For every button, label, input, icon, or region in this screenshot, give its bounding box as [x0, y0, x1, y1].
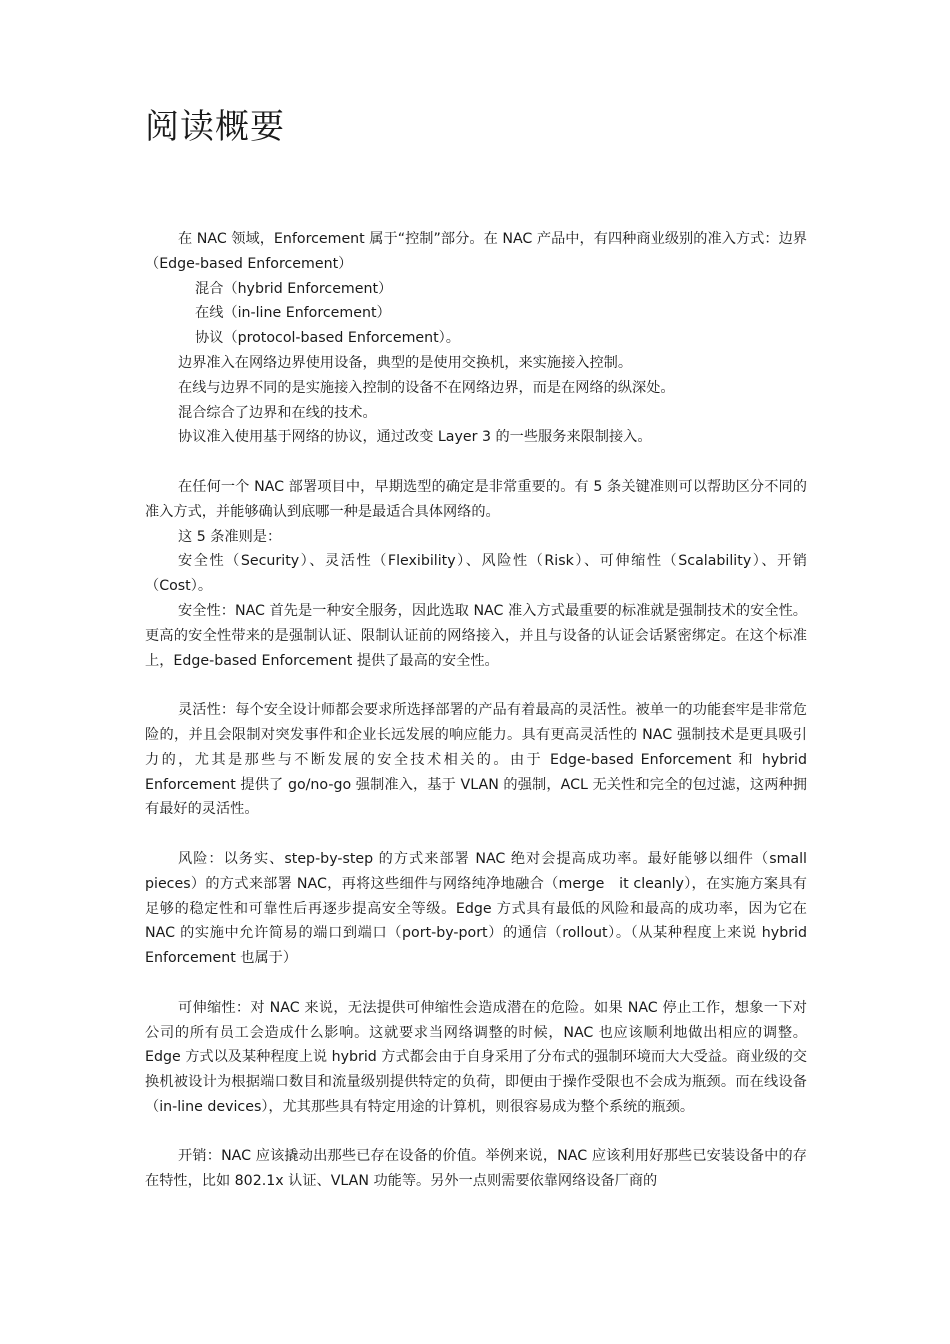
- spacer: [145, 673, 807, 698]
- paragraph-edge-description: 边界准入在网络边界使用设备，典型的是使用交换机，来实施接入控制。: [178, 354, 633, 371]
- paragraph-risk: 风险：以务实、step-by-step 的方式来部署 NAC 绝对会提高成功率。最好能够以细件（small pieces）的方式来部署 NAC，再将这些细件与网络纯净地融合（merge it cleanly），在实施方案具有足够的稳定性和可靠性后再逐步提高安全等级。Edge 方式具有最低的风险和最高的成功率，因为它在 NAC 的实施中允许简易的端口到端口（port-by-port）的通信（rollout）。（从某种程度上来说 hybrid Enforcement 也属于）: [145, 850, 807, 967]
- paragraph-security: 安全性：NAC 首先是一种安全服务，因此选取 NAC 准入方式最重要的标准就是强制技术的安全性。更高的安全性带来的是强制认证、限制认证前的网络接入，并且与设备的认证会话紧密绑定。在这个标准上，Edge-based Enforcement 提供了最高的安全性。: [145, 602, 807, 669]
- paragraph-protocol-description: 协议准入使用基于网络的协议，通过改变 Layer 3 的一些服务来限制接入。: [178, 429, 652, 446]
- spacer: [145, 1120, 807, 1145]
- spacer: [145, 971, 807, 996]
- paragraph-scalability: 可伸缩性：对 NAC 来说，无法提供可伸缩性会造成潜在的危险。如果 NAC 停止工作，想象一下对公司的所有员工会造成什么影响。这就要求当网络调整的时候，NAC 也应该顺利地做出相应的调整。Edge 方式以及某种程度上说 hybrid 方式都会由于自身采用了分布式的强制环境而大大受益。商业级的交换机被设计为根据端口数目和流量级别提供特定的负荷，即便由于操作受限也不会成为瓶颈。而在线设备（in-line devices），尤其那些具有特定用途的计算机，则很容易成为整个系统的瓶颈。: [145, 999, 807, 1115]
- paragraph-hybrid-description: 混合综合了边界和在线的技术。: [178, 404, 377, 421]
- paragraph-criteria-list: 安全性（Security）、灵活性（Flexibility）、风险性（Risk）、可伸缩性（Scalability）、开销（Cost）。: [145, 553, 807, 595]
- paragraph-selection-importance: 在任何一个 NAC 部署项目中，早期选型的确定是非常重要的。有 5 条关键准则可以帮助区分不同的准入方式，并能够确认到底哪一种是最适合具体网络的。: [145, 478, 807, 520]
- paragraph-cost: 开销：NAC 应该撬动出那些已存在设备的价值。举例来说，NAC 应该利用好那些已安装设备中的存在特性，比如 802.1x 认证、VLAN 功能等。另外一点则需要依靠网络设备厂商的: [145, 1148, 807, 1190]
- list-item-inline: 在线（in-line Enforcement）: [195, 305, 391, 322]
- paragraph-criteria-intro: 这 5 条准则是：: [178, 528, 282, 545]
- list-item-protocol: 协议（protocol-based Enforcement）。: [195, 330, 460, 347]
- list-item-hybrid: 混合（hybrid Enforcement）: [195, 280, 393, 297]
- paragraph-enforcement-intro: 在 NAC 领域，Enforcement 属于“控制”部分。在 NAC 产品中，有四种商业级别的准入方式：边界（Edge-based Enforcement）: [145, 231, 807, 272]
- spacer: [145, 822, 807, 847]
- paragraph-inline-description: 在线与边界不同的是实施接入控制的设备不在网络边界，而是在网络的纵深处。: [178, 379, 675, 396]
- document-body: [145, 227, 807, 1194]
- paragraph-flexibility: 灵活性：每个安全设计师都会要求所选择部署的产品有着最高的灵活性。被单一的功能套牢是非常危险的，并且会限制对突发事件和企业长远发展的响应能力。具有更高灵活性的 NAC 强制技术是更具吸引力的，尤其是那些与不断发展的安全技术相关的。由于 Edge-based Enforcement 和 hybrid Enforcement 提供了 go/no-go 强制准入，基于 VLAN 的强制，ACL 无关性和完全的包过滤，这两种拥有最好的灵活性。: [145, 702, 807, 818]
- spacer: [145, 450, 807, 475]
- page-title: 阅读概要: [145, 107, 285, 147]
